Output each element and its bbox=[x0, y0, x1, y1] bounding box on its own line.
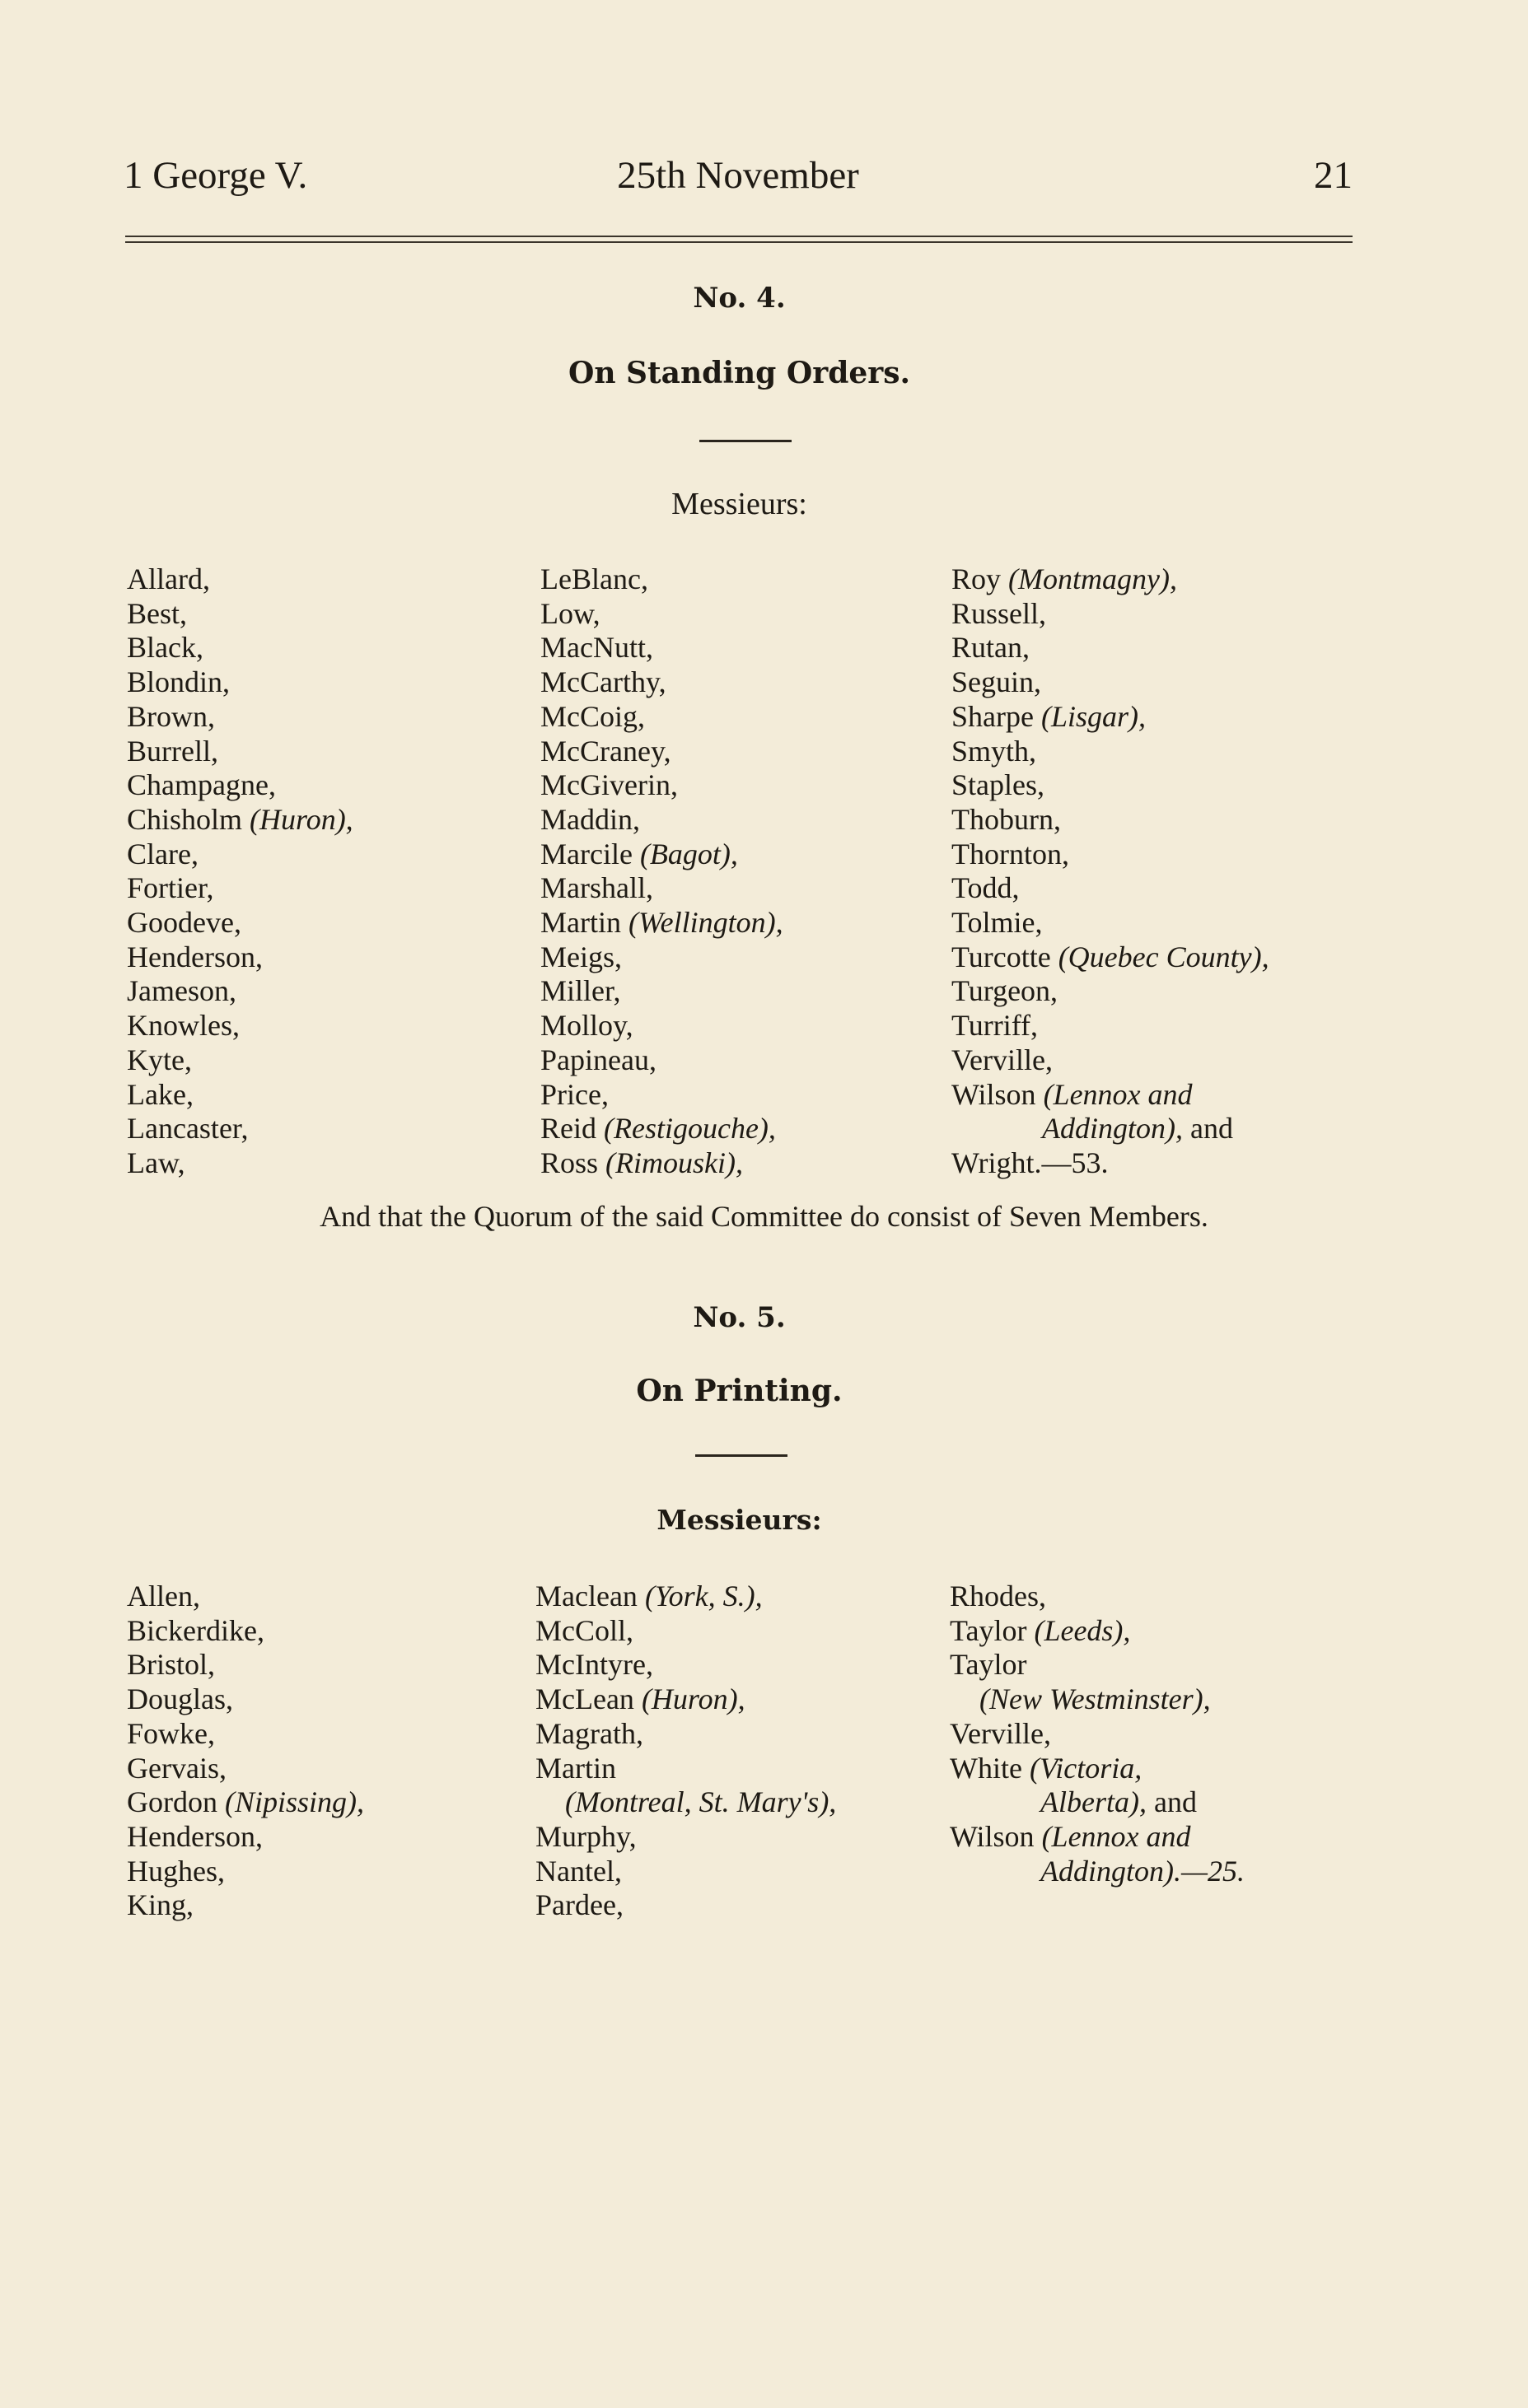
member-name: Henderson, bbox=[127, 1819, 263, 1853]
member-entry bbox=[951, 768, 1269, 803]
member-name: Rutan, bbox=[951, 631, 1030, 665]
member-name: Russell, bbox=[951, 596, 1047, 630]
constituency-qualifier: (Quebec County), bbox=[1058, 940, 1269, 973]
member-name: Law, bbox=[127, 1146, 185, 1179]
member-entry bbox=[127, 803, 353, 838]
member-entry bbox=[951, 1009, 1269, 1043]
member-name: Allen, bbox=[127, 1580, 200, 1612]
member-name: Maclean bbox=[535, 1580, 645, 1612]
member-entry bbox=[951, 1043, 1269, 1078]
member-entry bbox=[127, 906, 353, 940]
section-4-messieurs: Messieurs: bbox=[671, 487, 807, 521]
member-name: Papineau, bbox=[540, 1043, 657, 1076]
member-name: McCarthy, bbox=[540, 665, 666, 699]
member-entry bbox=[950, 1682, 1245, 1717]
member-entry bbox=[127, 1717, 364, 1752]
member-entry bbox=[127, 735, 353, 769]
section-4-members-column-2 bbox=[540, 562, 783, 1181]
constituency-qualifier: (Victoria, bbox=[1029, 1751, 1142, 1785]
member-name: Lancaster, bbox=[127, 1112, 249, 1146]
member-entry bbox=[127, 1614, 364, 1649]
member-entry bbox=[950, 1785, 1245, 1820]
member-trailing-text: and bbox=[1182, 1112, 1233, 1146]
member-entry bbox=[540, 1043, 783, 1078]
constituency-qualifier: (York, S.), bbox=[644, 1580, 763, 1612]
running-head bbox=[124, 153, 1353, 203]
member-name: Rhodes, bbox=[950, 1580, 1046, 1612]
section-4-number: No. 4. bbox=[693, 282, 786, 315]
member-entry bbox=[127, 597, 353, 632]
member-name: LeBlanc, bbox=[540, 562, 648, 595]
member-name: Wilson bbox=[950, 1819, 1042, 1853]
member-name: Thoburn, bbox=[951, 802, 1061, 836]
member-entry bbox=[127, 1888, 364, 1923]
member-entry bbox=[540, 974, 783, 1009]
member-entry bbox=[127, 1078, 353, 1113]
member-entry bbox=[540, 838, 783, 872]
member-entry bbox=[951, 1078, 1269, 1113]
page-number: 21 bbox=[1314, 154, 1353, 197]
date-label: 25th November bbox=[617, 154, 859, 197]
constituency-qualifier: Alberta), bbox=[1040, 1785, 1147, 1819]
member-name: Taylor bbox=[950, 1648, 1027, 1682]
member-entry bbox=[535, 1580, 836, 1614]
member-entry bbox=[127, 631, 353, 665]
member-name: Molloy, bbox=[540, 1009, 633, 1043]
section-5-messieurs: Messieurs: bbox=[657, 1504, 822, 1536]
header-double-rule bbox=[125, 236, 1353, 243]
member-entry bbox=[540, 597, 783, 632]
member-entry bbox=[950, 1614, 1245, 1649]
member-name: Bickerdike, bbox=[127, 1613, 264, 1647]
constituency-qualifier: (Lennox and bbox=[1043, 1077, 1193, 1111]
member-name: Fortier, bbox=[127, 871, 214, 905]
member-entry bbox=[127, 665, 353, 700]
section-5-members-column-2 bbox=[535, 1580, 836, 1923]
member-entry bbox=[127, 1682, 364, 1717]
member-name: Seguin, bbox=[951, 665, 1042, 699]
member-entry bbox=[127, 1820, 364, 1855]
member-name: Todd, bbox=[951, 871, 1020, 905]
member-entry bbox=[127, 1146, 353, 1181]
member-entry bbox=[540, 940, 783, 975]
section-4-members-column-1 bbox=[127, 562, 353, 1181]
constituency-qualifier: (Montreal, St. Mary's), bbox=[565, 1785, 837, 1819]
member-name: Goodeve, bbox=[127, 906, 241, 940]
member-entry bbox=[950, 1855, 1245, 1889]
member-entry bbox=[951, 665, 1269, 700]
member-name: Nantel, bbox=[535, 1854, 622, 1888]
member-name: Brown, bbox=[127, 699, 215, 733]
member-name: Wilson bbox=[951, 1077, 1044, 1111]
member-entry bbox=[951, 735, 1269, 769]
member-entry bbox=[535, 1752, 836, 1786]
member-entry bbox=[127, 838, 353, 872]
member-name: Verville, bbox=[950, 1716, 1051, 1750]
member-entry bbox=[951, 940, 1269, 975]
member-name: Best, bbox=[127, 596, 188, 630]
member-name: Verville, bbox=[951, 1043, 1053, 1076]
member-name: Burrell, bbox=[127, 734, 218, 768]
section-4-title: On Standing Orders. bbox=[568, 356, 911, 390]
member-entry bbox=[535, 1785, 836, 1820]
member-name: Martin bbox=[540, 906, 628, 940]
member-name: Fowke, bbox=[127, 1716, 215, 1750]
member-entry bbox=[951, 1112, 1269, 1146]
member-name: Sharpe bbox=[951, 699, 1041, 733]
member-entry bbox=[540, 1112, 783, 1146]
member-entry bbox=[535, 1682, 836, 1717]
member-entry bbox=[951, 871, 1269, 906]
member-name: Blondin, bbox=[127, 665, 231, 699]
constituency-qualifier: (Leeds), bbox=[1034, 1613, 1131, 1647]
member-entry bbox=[950, 1820, 1245, 1855]
member-name: Wright.—53. bbox=[951, 1146, 1109, 1179]
section-5-members-column-3 bbox=[950, 1580, 1245, 1888]
member-name: Allard, bbox=[127, 562, 210, 595]
member-entry bbox=[951, 803, 1269, 838]
member-trailing-text: and bbox=[1146, 1785, 1197, 1819]
member-name: McColl, bbox=[535, 1613, 634, 1647]
member-entry bbox=[535, 1717, 836, 1752]
constituency-qualifier: (Restigouche), bbox=[604, 1112, 776, 1146]
section-4-members-column-3 bbox=[951, 562, 1269, 1181]
quorum-statement: And that the Quorum of the said Committee do consist of Seven Members. bbox=[320, 1200, 1208, 1233]
member-name: Roy bbox=[951, 562, 1009, 595]
member-entry bbox=[951, 631, 1269, 665]
constituency-qualifier: (Nipissing), bbox=[225, 1785, 365, 1819]
member-entry bbox=[540, 1078, 783, 1113]
member-name: Gordon bbox=[127, 1785, 225, 1819]
member-name: Knowles, bbox=[127, 1009, 240, 1043]
member-name: Magrath, bbox=[535, 1716, 643, 1750]
member-name: Champagne, bbox=[127, 768, 276, 802]
constituency-qualifier: (Wellington), bbox=[628, 906, 783, 940]
member-entry bbox=[540, 768, 783, 803]
member-name: Murphy, bbox=[535, 1819, 637, 1853]
member-entry bbox=[127, 1009, 353, 1043]
member-entry bbox=[127, 871, 353, 906]
member-name: White bbox=[950, 1751, 1030, 1785]
member-name: MacNutt, bbox=[540, 631, 653, 665]
member-name: Smyth, bbox=[951, 734, 1037, 768]
member-entry bbox=[951, 597, 1269, 632]
member-entry bbox=[950, 1580, 1245, 1614]
section-5-number: No. 5. bbox=[693, 1301, 786, 1334]
member-entry bbox=[127, 700, 353, 735]
member-entry bbox=[535, 1820, 836, 1855]
member-name: Hughes, bbox=[127, 1854, 225, 1888]
constituency-qualifier: (Lennox and bbox=[1041, 1819, 1191, 1853]
member-entry bbox=[535, 1648, 836, 1682]
member-entry bbox=[127, 1855, 364, 1889]
constituency-qualifier: (Bagot), bbox=[639, 837, 738, 870]
constituency-qualifier: (Lisgar), bbox=[1040, 699, 1146, 733]
member-entry bbox=[535, 1614, 836, 1649]
member-name: Maddin, bbox=[540, 802, 640, 836]
constituency-qualifier: (New Westminster), bbox=[979, 1682, 1211, 1716]
member-name: McGiverin, bbox=[540, 768, 678, 802]
member-entry bbox=[540, 871, 783, 906]
member-name: Black, bbox=[127, 631, 203, 665]
member-name: McCraney, bbox=[540, 734, 671, 768]
member-entry bbox=[127, 768, 353, 803]
member-name: Low, bbox=[540, 596, 600, 630]
member-entry bbox=[127, 1112, 353, 1146]
member-entry bbox=[540, 1146, 783, 1181]
member-name: Thornton, bbox=[951, 837, 1069, 870]
constituency-qualifier: (Huron), bbox=[641, 1682, 745, 1716]
member-name: McLean bbox=[535, 1682, 642, 1716]
member-entry bbox=[535, 1855, 836, 1889]
member-entry bbox=[951, 974, 1269, 1009]
constituency-qualifier: Addington), bbox=[1042, 1112, 1183, 1146]
section-5-members-column-1 bbox=[127, 1580, 364, 1923]
member-entry bbox=[127, 1648, 364, 1682]
member-entry bbox=[951, 838, 1269, 872]
member-name: Turriff, bbox=[951, 1009, 1039, 1043]
member-entry bbox=[127, 940, 353, 975]
member-name: Taylor bbox=[950, 1613, 1035, 1647]
member-name: Chisholm bbox=[127, 802, 250, 836]
member-name: Marcile bbox=[540, 837, 640, 870]
member-entry bbox=[535, 1888, 836, 1923]
member-entry bbox=[950, 1648, 1245, 1682]
member-name: Reid bbox=[540, 1112, 604, 1146]
member-entry bbox=[540, 700, 783, 735]
member-name: Clare, bbox=[127, 837, 199, 870]
constituency-qualifier: (Rimouski), bbox=[605, 1146, 743, 1179]
member-entry bbox=[540, 906, 783, 940]
member-entry bbox=[127, 1043, 353, 1078]
member-entry bbox=[127, 1752, 364, 1786]
member-name: Price, bbox=[540, 1077, 609, 1111]
section-5-title: On Printing. bbox=[636, 1374, 843, 1408]
member-entry bbox=[951, 562, 1269, 597]
member-name: Martin bbox=[535, 1751, 616, 1785]
constituency-qualifier: Addington).—25. bbox=[1040, 1854, 1245, 1888]
member-name: Douglas, bbox=[127, 1682, 233, 1716]
member-name: Kyte, bbox=[127, 1043, 192, 1076]
member-name: McIntyre, bbox=[535, 1648, 653, 1682]
member-entry bbox=[951, 906, 1269, 940]
member-entry bbox=[540, 1009, 783, 1043]
member-entry bbox=[951, 1146, 1269, 1181]
member-name: Staples, bbox=[951, 768, 1044, 802]
member-entry bbox=[127, 562, 353, 597]
member-entry bbox=[127, 1580, 364, 1614]
member-name: Jameson, bbox=[127, 974, 236, 1008]
constituency-qualifier: (Huron), bbox=[250, 802, 353, 836]
member-entry bbox=[127, 1785, 364, 1820]
member-entry bbox=[950, 1717, 1245, 1752]
member-name: Turcotte bbox=[951, 940, 1058, 973]
member-name: Bristol, bbox=[127, 1648, 216, 1682]
member-entry bbox=[127, 974, 353, 1009]
member-entry bbox=[540, 562, 783, 597]
member-name: Marshall, bbox=[540, 871, 653, 905]
member-name: Miller, bbox=[540, 974, 621, 1008]
member-name: Pardee, bbox=[535, 1888, 624, 1922]
member-name: Lake, bbox=[127, 1077, 194, 1111]
member-entry bbox=[540, 803, 783, 838]
member-name: Turgeon, bbox=[951, 974, 1058, 1008]
member-name: Henderson, bbox=[127, 940, 263, 973]
member-name: Meigs, bbox=[540, 940, 622, 973]
member-name: King, bbox=[127, 1888, 194, 1922]
reign-label: 1 George V. bbox=[124, 154, 308, 197]
member-name: McCoig, bbox=[540, 699, 646, 733]
member-name: Ross bbox=[540, 1146, 606, 1179]
section-4-divider bbox=[699, 440, 792, 442]
member-name: Tolmie, bbox=[951, 906, 1043, 940]
section-5-divider bbox=[695, 1454, 787, 1457]
member-entry bbox=[540, 631, 783, 665]
member-entry bbox=[951, 700, 1269, 735]
member-entry bbox=[540, 735, 783, 769]
constituency-qualifier: (Montmagny), bbox=[1008, 562, 1177, 595]
member-entry bbox=[950, 1752, 1245, 1786]
member-name: Gervais, bbox=[127, 1751, 227, 1785]
member-entry bbox=[540, 665, 783, 700]
